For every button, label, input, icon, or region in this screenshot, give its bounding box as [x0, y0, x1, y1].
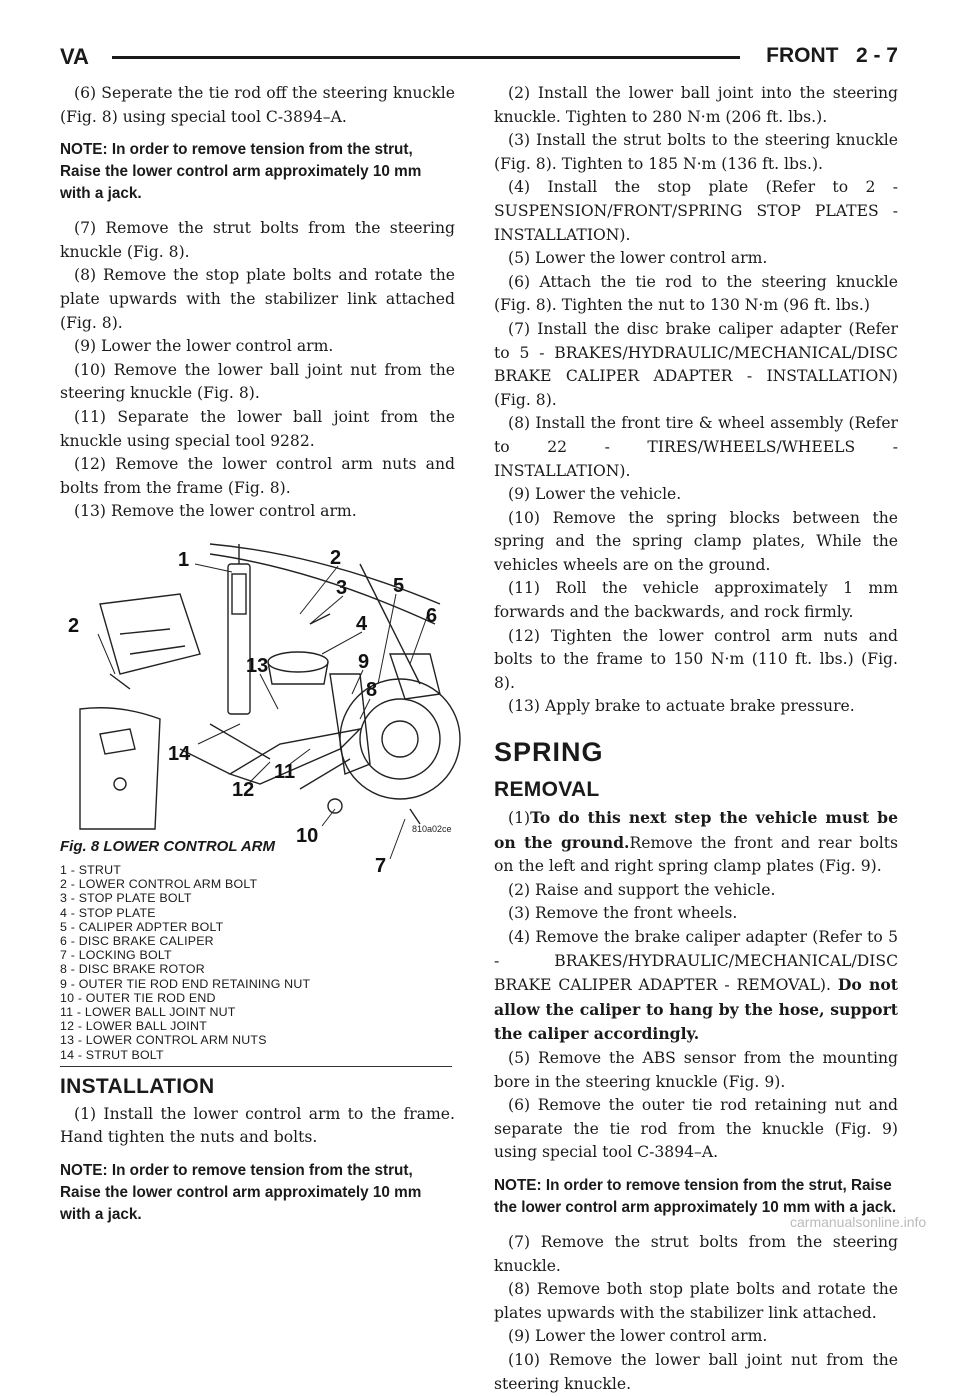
paragraph: (6) Seperate the tie rod off the steering knuckle (Fig. 8) using special tool C-3894–A. — [60, 84, 455, 126]
callout-label: 7 — [375, 854, 387, 877]
note: NOTE: In order to remove tension from the strut, Raise the lower control arm approximately 10 mm with a jack. — [60, 141, 422, 203]
step: (4) Install the stop plate (Refer to 2 - SUSPENSION/FRONT/SPRING STOP PLATES - INSTALLATION). — [494, 178, 898, 244]
legend-item: 9 - OUTER TIE ROD END RETAINING NUT — [60, 976, 311, 991]
step: (7) Remove the strut bolts from the steering knuckle. — [494, 1232, 898, 1275]
step: (6) Attach the tie rod to the steering knuckle (Fig. 8). Tighten the nut to 130 N·m (96 ft. lbs.) — [494, 272, 898, 315]
callout-label: 4 — [356, 612, 368, 635]
step: (12) Tighten the lower control arm nuts and bolts to the frame to 150 N·m (110 ft. lbs.) (Fig. 8). — [494, 626, 898, 692]
step: (7) Install the disc brake caliper adapter (Refer to 5 - BRAKES/HYDRAULIC/MECHANICAL/DISC BRAKE CALIPER ADAPTER - INSTALLATION) (Fig. 8). — [494, 319, 898, 409]
step: (5) Lower the lower control arm. — [508, 249, 768, 268]
callout-label: 5 — [393, 574, 405, 597]
legend-item: 10 - OUTER TIE ROD END — [60, 990, 216, 1005]
page-header — [60, 44, 898, 74]
callout-label: 2 — [330, 546, 342, 569]
step: (9) Lower the lower control arm. — [74, 337, 334, 356]
step — [494, 926, 898, 1047]
note: NOTE: In order to remove tension from the strut, Raise the lower control arm approximately 10 mm with a jack. — [60, 1161, 422, 1223]
step: (13) Remove the lower control arm. — [74, 502, 357, 521]
figure-rule — [60, 1066, 452, 1067]
step: (2) Raise and support the vehicle. — [508, 880, 776, 899]
callout-label: 6 — [426, 604, 438, 627]
legend-item: 3 - STOP PLATE BOLT — [60, 891, 192, 906]
step: (6) Remove the outer tie rod retaining nut and separate the tie rod from the knuckle (Fig. 9) using special tool C-3894–A. — [494, 1096, 898, 1162]
installation-heading: INSTALLATION — [60, 1074, 215, 1098]
step: (10) Remove the lower ball joint nut from the steering knuckle (Fig. 8). — [60, 360, 455, 403]
header-section-code: VA — [60, 44, 89, 69]
step: (8) Remove both stop plate bolts and rotate the plates upwards with the stabilizer link attached. — [494, 1280, 898, 1322]
warning-text: To do this next step the vehicle must be on the ground. — [494, 808, 898, 852]
callout-label: 2 — [68, 614, 80, 637]
legend-item: 2 - LOWER CONTROL ARM BOLT — [60, 877, 258, 892]
step-text: (4) Remove the brake caliper adapter (Refer to 5 - BRAKES/HYDRAULIC/MECHANICAL/DISC BRAKE CALIPER ADAPTER - REMOVAL). — [494, 928, 898, 995]
step: (5) Remove the ABS sensor from the mounting bore in the steering knuckle (Fig. 9). — [494, 1048, 898, 1091]
legend-item: 13 - LOWER CONTROL ARM NUTS — [60, 1033, 267, 1048]
legend-item: 11 - LOWER BALL JOINT NUT — [60, 1004, 236, 1019]
legend-item: 12 - LOWER BALL JOINT — [60, 1019, 207, 1034]
legend-item: 8 - DISC BRAKE ROTOR — [60, 962, 205, 977]
callout-label: 1 — [178, 548, 190, 571]
right-column — [494, 82, 898, 1396]
figure-caption: Fig. 8 LOWER CONTROL ARM — [60, 837, 275, 855]
step: (3) Remove the front wheels. — [508, 904, 738, 923]
step: (10) Remove the lower ball joint nut from the steering knuckle. — [494, 1350, 898, 1393]
legend-item: 5 - CALIPER ADPTER BOLT — [60, 919, 224, 934]
callout-label: 8 — [366, 678, 378, 701]
figure-legend — [60, 863, 455, 1062]
callout-label: 14 — [168, 742, 191, 765]
figure-code: 810a02ce — [412, 823, 452, 834]
callout-label: 3 — [336, 576, 348, 599]
step: (11) Roll the vehicle approximately 1 mm forwards and the backwards, and rock firmly. — [494, 579, 898, 622]
step-number: (1) — [508, 809, 531, 828]
step: (9) Lower the vehicle. — [508, 485, 682, 504]
removal-heading: REMOVAL — [494, 778, 600, 802]
callout-label: 13 — [246, 654, 269, 677]
legend-item: 4 - STOP PLATE — [60, 905, 156, 920]
watermark: carmanualsonline.info — [790, 1214, 927, 1230]
step: (9) Lower the lower control arm. — [508, 1327, 768, 1346]
note: NOTE: In order to remove tension from the strut, Raise the lower control arm approximately 10 mm with a jack. — [494, 1176, 897, 1216]
step: (8) Install the front tire & wheel assembly (Refer to 22 - TIRES/WHEELS/WHEELS - INSTALLATION). — [494, 414, 898, 480]
step: (11) Separate the lower ball joint from the knuckle using special tool 9282. — [60, 407, 455, 450]
header-rule — [112, 56, 740, 59]
left-column — [60, 82, 455, 1238]
spring-heading: SPRING — [494, 737, 604, 768]
step-text: Remove the front and rear bolts on the left and right spring clamp plates (Fig. 9). — [494, 833, 899, 876]
step: (1) Install the lower control arm to the frame. Hand tighten the nuts and bolts. — [60, 1104, 455, 1147]
step: (8) Remove the stop plate bolts and rotate the plate upwards with the stabilizer link attached (Fig. 8). — [60, 266, 455, 332]
legend-item: 6 - DISC BRAKE CALIPER — [60, 933, 214, 948]
step: (10) Remove the spring blocks between the spring and the spring clamp plates, While the vehicles wheels are on the ground. — [494, 508, 898, 574]
legend-item: 14 - STRUT BOLT — [60, 1047, 164, 1062]
step: (3) Install the strut bolts to the steering knuckle (Fig. 8). Tighten to 185 N·m (136 ft. lbs.). — [494, 131, 898, 173]
callout-label: 12 — [232, 778, 255, 801]
warning-text: Do not allow the caliper to hang by the hose, support the caliper accordingly. — [494, 975, 898, 1044]
step: (12) Remove the lower control arm nuts and bolts from the frame (Fig. 8). — [60, 455, 455, 497]
step: (2) Install the lower ball joint into the steering knuckle. Tighten to 280 N·m (206 ft. lbs.). — [494, 84, 898, 126]
callout-label: 9 — [358, 650, 370, 673]
step: (7) Remove the strut bolts from the steering knuckle (Fig. 8). — [60, 219, 455, 261]
callout-label: 10 — [296, 824, 319, 847]
callout-label: 11 — [274, 760, 296, 783]
step: (13) Apply brake to actuate brake pressure. — [508, 697, 855, 716]
legend-item: 7 - LOCKING BOLT — [60, 948, 172, 963]
header-page-number: FRONT 2 - 7 — [766, 44, 898, 67]
step — [494, 806, 898, 879]
legend-item: 1 - STRUT — [60, 862, 122, 877]
